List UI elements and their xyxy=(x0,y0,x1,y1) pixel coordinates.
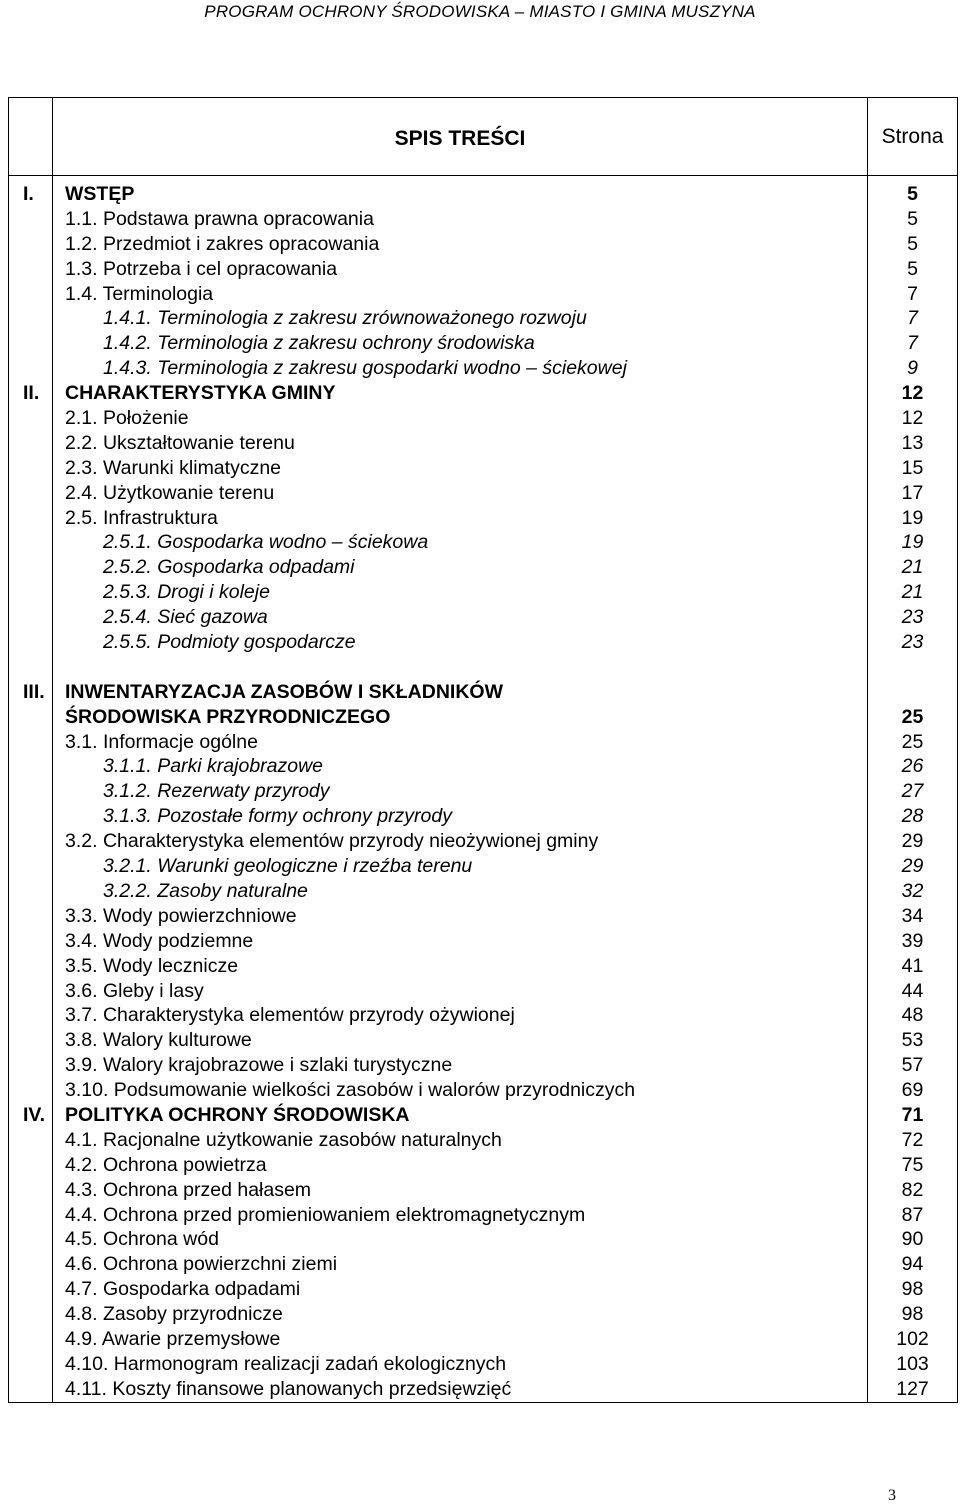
section-number-blank xyxy=(9,456,52,481)
toc-entry: 3.3. Wody powierzchniowe xyxy=(65,904,297,927)
section-number-blank xyxy=(9,1078,52,1103)
section-number-blank xyxy=(9,1227,52,1252)
toc-entry: 4.8. Zasoby przyrodnicze xyxy=(65,1303,283,1326)
toc-entry: 4.9. Awarie przemysłowe xyxy=(65,1327,281,1350)
toc-subsubentry: 3.1.3. Pozostałe formy ochrony przyrody xyxy=(103,805,452,828)
toc-entry: 4.10. Harmonogram realizacji zadań ekologicznych xyxy=(65,1352,507,1375)
page-number-column xyxy=(868,176,958,1403)
toc-page-number: 90 xyxy=(901,1228,924,1251)
toc-page-number: 19 xyxy=(901,506,924,529)
toc-page-number: 48 xyxy=(901,1004,924,1027)
section-number-blank xyxy=(9,306,52,331)
section-number-blank xyxy=(9,282,52,307)
header-num-cell xyxy=(9,98,53,176)
toc-section-title: INWENTARYZACJA ZASOBÓW I SKŁADNIKÓW xyxy=(65,680,503,703)
toc-page-number: 53 xyxy=(901,1029,924,1052)
toc-entry: 4.3. Ochrona przed hałasem xyxy=(65,1178,312,1201)
toc-page-number: 23 xyxy=(901,631,924,654)
section-number: II. xyxy=(23,382,40,405)
section-number-blank xyxy=(9,630,52,655)
section-number-blank xyxy=(9,506,52,531)
toc-entry: 3.9. Walory krajobrazowe i szlaki turystyczne xyxy=(65,1054,453,1077)
section-number: I. xyxy=(23,183,34,205)
toc-page-number: 19 xyxy=(901,531,924,554)
section-number-blank xyxy=(9,431,52,456)
toc-page-number xyxy=(868,680,957,705)
toc-page-number: 5 xyxy=(907,183,918,205)
toc-page-number: 75 xyxy=(901,1153,924,1176)
toc-page-number: 69 xyxy=(901,1079,924,1102)
section-number-blank xyxy=(9,854,52,879)
section-number-blank xyxy=(9,879,52,904)
section-number-blank xyxy=(9,257,52,282)
toc-subsubentry: 1.4.3. Terminologia z zakresu gospodarki wodno – ściekowej xyxy=(103,357,627,380)
section-number-column xyxy=(9,176,53,1403)
toc-subsubentry: 3.1.2. Rezerwaty przyrody xyxy=(103,780,330,803)
section-number-blank xyxy=(9,730,52,755)
toc-section-title: POLITYKA OCHRONY ŚRODOWISKA xyxy=(65,1103,410,1126)
toc-page-number: 26 xyxy=(901,755,924,778)
toc-entry: 3.7. Charakterystyka elementów przyrody ożywionej xyxy=(65,1004,515,1027)
toc-entry: 4.2. Ochrona powietrza xyxy=(65,1153,267,1176)
section-number-blank xyxy=(9,954,52,979)
toc-entry: 1.4. Terminologia xyxy=(65,282,214,305)
toc-page-number: 103 xyxy=(896,1352,929,1375)
toc-page-number: 25 xyxy=(901,730,924,753)
toc-entry: 4.1. Racjonalne użytkowanie zasobów naturalnych xyxy=(65,1128,502,1151)
toc-subsubentry: 3.2.2. Zasoby naturalne xyxy=(103,879,308,902)
toc-page-number: 44 xyxy=(901,979,924,1002)
section-number-blank xyxy=(9,929,52,954)
toc-page-number: 7 xyxy=(907,282,918,305)
toc-page-number: 57 xyxy=(901,1054,924,1077)
toc-page-number: 27 xyxy=(901,780,924,803)
entry-text-column xyxy=(53,176,868,1403)
toc-subsubentry: 2.5.4. Sieć gazowa xyxy=(103,606,268,629)
toc-page-number: 21 xyxy=(901,556,924,579)
section-number: III. xyxy=(23,680,45,703)
section-number-blank xyxy=(9,356,52,381)
section-number-blank xyxy=(9,481,52,506)
section-number-blank xyxy=(9,232,52,257)
toc-page-number: 7 xyxy=(907,307,918,330)
toc-page-number: 5 xyxy=(907,207,918,230)
toc-subsubentry: 1.4.2. Terminologia z zakresu ochrony środowiska xyxy=(103,332,535,355)
section-number-blank xyxy=(9,804,52,829)
toc-section-title: CHARAKTERYSTYKA GMINY xyxy=(65,382,336,405)
toc-subsubentry: 2.5.5. Podmioty gospodarcze xyxy=(103,631,356,654)
section-number-blank xyxy=(9,1053,52,1078)
toc-page-number: 127 xyxy=(896,1377,929,1400)
toc-page-number: 72 xyxy=(901,1128,924,1151)
toc-page-number: 5 xyxy=(907,232,918,255)
page-header: PROGRAM OCHRONY ŚRODOWISKA – MIASTO I GMINA MUSZYNA xyxy=(204,2,756,21)
toc-entry: 4.6. Ochrona powierzchni ziemi xyxy=(65,1253,338,1276)
toc-subsubentry: 2.5.3. Drogi i koleje xyxy=(103,581,270,604)
section-number-blank xyxy=(9,1302,52,1327)
toc-page-number: 12 xyxy=(901,407,924,430)
toc-entry: 2.4. Użytkowanie terenu xyxy=(65,481,275,504)
toc-page-number: 102 xyxy=(896,1327,929,1350)
toc-entry: 4.7. Gospodarka odpadami xyxy=(65,1278,301,1301)
toc-page-number: 12 xyxy=(901,382,924,405)
toc-page-number: 98 xyxy=(901,1278,924,1301)
section-number-blank xyxy=(9,605,52,630)
section-number-blank xyxy=(9,1178,52,1203)
toc-subsubentry: 3.2.1. Warunki geologiczne i rzeźba terenu xyxy=(103,855,473,878)
toc-subsubentry: 3.1.1. Parki krajobrazowe xyxy=(103,755,324,778)
section-number-blank xyxy=(9,331,52,356)
toc-page-number: 34 xyxy=(901,904,924,927)
toc-page-number: 23 xyxy=(901,606,924,629)
toc-entry: 2.1. Położenie xyxy=(65,407,189,430)
toc-section-title: ŚRODOWISKA PRZYRODNICZEGO xyxy=(65,705,391,728)
toc-page-number: 32 xyxy=(901,879,924,902)
section-number-blank xyxy=(9,580,52,605)
toc-table xyxy=(8,97,958,1403)
toc-page-number: 98 xyxy=(901,1303,924,1326)
section-number-blank xyxy=(9,979,52,1004)
toc-page-number: 17 xyxy=(901,481,924,504)
toc-page-number: 29 xyxy=(901,830,924,853)
toc-entry: 4.4. Ochrona przed promieniowaniem elektromagnetycznym xyxy=(65,1203,586,1226)
section-number-blank xyxy=(9,1203,52,1228)
spacer xyxy=(9,655,52,680)
spacer xyxy=(53,655,867,680)
toc-entry: 3.4. Wody podziemne xyxy=(65,929,254,952)
toc-entry: 1.2. Przedmiot i zakres opracowania xyxy=(65,232,380,255)
section-number-blank xyxy=(9,779,52,804)
section-number-blank xyxy=(9,1003,52,1028)
toc-title: SPIS TREŚCI xyxy=(53,98,868,176)
toc-entry: 3.2. Charakterystyka elementów przyrody nieożywionej gminy xyxy=(65,830,599,853)
toc-page-number: 15 xyxy=(901,456,924,479)
toc-page-number: 94 xyxy=(901,1253,924,1276)
section-number-blank xyxy=(9,1252,52,1277)
toc-page-number: 82 xyxy=(901,1178,924,1201)
toc-entry: 3.8. Walory kulturowe xyxy=(65,1029,252,1052)
toc-entry: 3.6. Gleby i lasy xyxy=(65,979,204,1002)
toc-page-number: 9 xyxy=(907,357,918,380)
section-number-blank xyxy=(9,1153,52,1178)
toc-body-row xyxy=(9,176,958,1403)
toc-entry: 4.5. Ochrona wód xyxy=(65,1228,219,1251)
section-number-blank xyxy=(9,1377,52,1402)
toc-page-number: 29 xyxy=(901,855,924,878)
section-number-blank xyxy=(9,904,52,929)
toc-entry: 1.1. Podstawa prawna opracowania xyxy=(65,207,374,230)
section-number-blank xyxy=(9,207,52,232)
toc-page-number: 41 xyxy=(901,954,924,977)
toc-entry: 3.10. Podsumowanie wielkości zasobów i walorów przyrodniczych xyxy=(65,1079,636,1102)
toc-subsubentry: 2.5.1. Gospodarka wodno – ściekowa xyxy=(103,531,429,554)
toc-entry: 3.5. Wody lecznicze xyxy=(65,954,239,977)
toc-page-number: 87 xyxy=(901,1203,924,1226)
toc-header-row xyxy=(9,98,958,176)
toc-entry: 4.11. Koszty finansowe planowanych przedsięwzięć xyxy=(65,1377,512,1400)
section-number-blank xyxy=(9,705,52,730)
section-number-blank xyxy=(9,829,52,854)
toc-entry: 2.3. Warunki klimatyczne xyxy=(65,456,282,479)
footer-page-number: 3 xyxy=(888,1487,896,1504)
toc-page-number: 25 xyxy=(901,705,924,728)
section-number-blank xyxy=(9,1277,52,1302)
toc-page-number: 5 xyxy=(907,257,918,280)
toc-page-number: 39 xyxy=(901,929,924,952)
section-number-blank xyxy=(9,1128,52,1153)
spacer xyxy=(868,655,957,680)
section-number-blank xyxy=(9,754,52,779)
toc-entry: 2.5. Infrastruktura xyxy=(65,506,218,529)
section-number-blank xyxy=(9,1327,52,1352)
toc-entry: 3.1. Informacje ogólne xyxy=(65,730,258,753)
toc-page-number: 13 xyxy=(901,431,924,454)
section-number-blank xyxy=(9,1352,52,1377)
section-number-blank xyxy=(9,406,52,431)
toc-page-number: 28 xyxy=(901,805,924,828)
toc-page-number: 71 xyxy=(901,1103,924,1126)
toc-page-number: 7 xyxy=(907,332,918,355)
toc-subsubentry: 1.4.1. Terminologia z zakresu zrównoważonego rozwoju xyxy=(103,307,587,330)
section-number-blank xyxy=(9,530,52,555)
section-number-blank xyxy=(9,1028,52,1053)
toc-section-title: WSTĘP xyxy=(65,183,135,205)
toc-subsubentry: 2.5.2. Gospodarka odpadami xyxy=(103,556,355,579)
section-number: IV. xyxy=(23,1103,46,1126)
toc-page-number: 21 xyxy=(901,581,924,604)
page-column-label: Strona xyxy=(868,98,958,176)
toc-entry: 2.2. Ukształtowanie terenu xyxy=(65,431,295,454)
section-number-blank xyxy=(9,555,52,580)
toc-entry: 1.3. Potrzeba i cel opracowania xyxy=(65,257,338,280)
